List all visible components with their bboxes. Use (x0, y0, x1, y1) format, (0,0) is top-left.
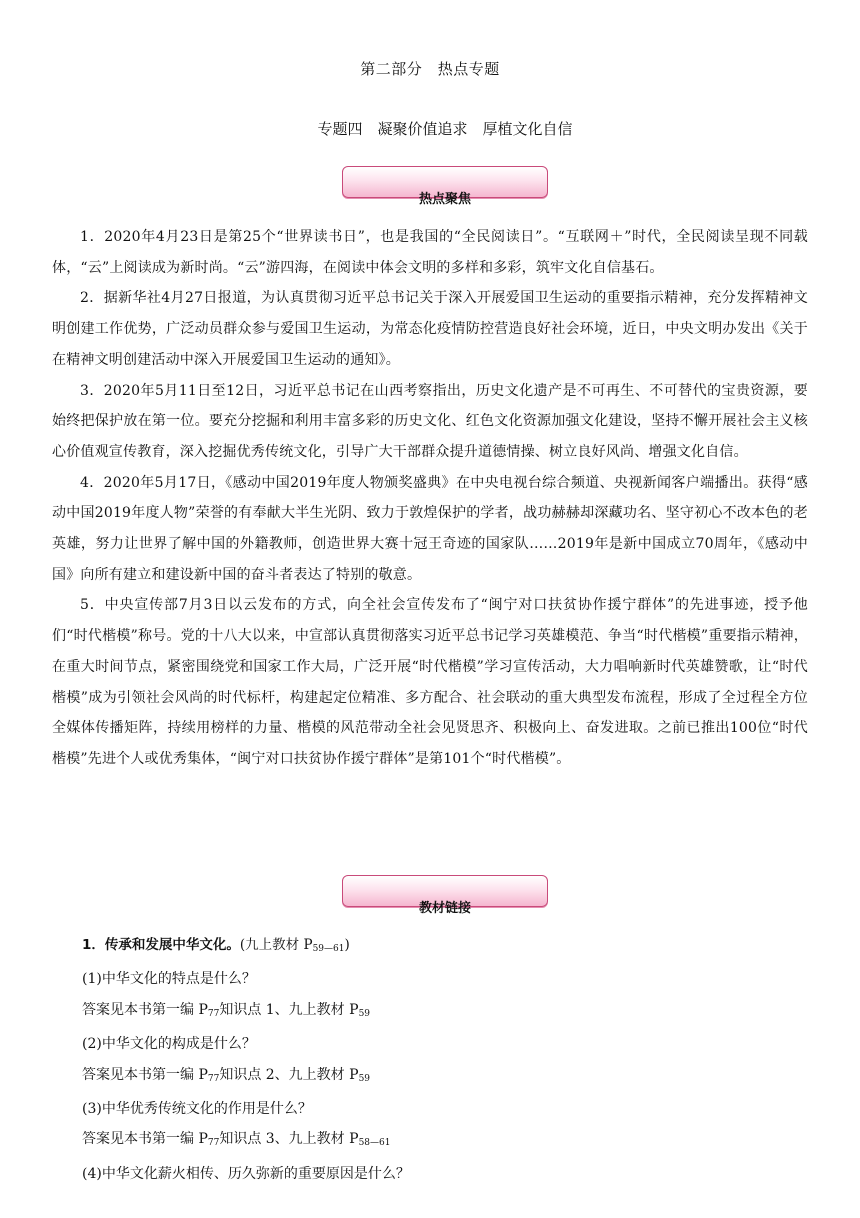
answer-2: 答案见本书第一编 $P_{77}$知识点 2、九上教材 $P_{59}$ (82, 1066, 371, 1084)
textbook-heading (82, 930, 812, 964)
hot-focus-section (52, 222, 808, 775)
answer-1: 答案见本书第一编 $P_{77}$知识点 1、九上教材 $P_{59}$ (82, 1001, 371, 1019)
question-1: (1)中华文化的特点是什么？ (82, 971, 256, 988)
hot-paragraph-5: 5．中央宣传部7月3日以云发布的方式，向全社会宣传发布了“闽宁对口扶贫协作援宁群体”的先进事迹，授予他们“时代楷模”称号。党的十八大以来，中宣部认真贯彻落实习近平总书记学习英雄模范、争当“时代楷模”重要指示精神，在重大时间节点，紧密围绕党和国家工作大局，广泛开展“时代楷模”学习宣传活动，大力唱响新时代英雄赞歌，让“时代楷模”成为引领社会风尚的时代标杆，构建起定位精准、多方配合、社会联动的重大典型发布流程，形成了全过程全方位全媒体传播矩阵，持续用榜样的力量、楷模的风范带动全社会见贤思齐、积极向上、奋发进取。之前已推出100位“时代楷模”先进个人或优秀集体，“闽宁对口扶贫协作援宁群体”是第101个“时代楷模”。 (52, 597, 808, 767)
textbook-links-section (82, 930, 812, 1189)
part-title: 第二部分 热点专题 (360, 60, 500, 78)
textbook-links-banner-label: 教材链接 (418, 901, 471, 916)
hot-paragraph-1: 1．2020年4月23日是第25个“世界读书日”，也是我国的“全民阅读日”。“互联网＋”时代，全民阅读呈现不同载体，“云”上阅读成为新时尚。“云”游四海，在阅读中体会文明的多样和多彩，筑牢文化自信基石。 (52, 229, 808, 276)
question-3: (3)中华优秀传统文化的作用是什么？ (82, 1101, 312, 1118)
question-4: (4)中华文化薪火相传、历久弥新的重要原因是什么？ (82, 1165, 410, 1182)
hot-focus-banner (342, 166, 548, 207)
topic-title: 专题四 凝聚价值追求 厚植文化自信 (317, 120, 573, 138)
question-2: (2)中华文化的构成是什么？ (82, 1036, 256, 1053)
answer-3: 答案见本书第一编 $P_{77}$知识点 3、九上教材 $P_{58—61}$ (82, 1131, 391, 1149)
hot-paragraph-2: 2．据新华社4月27日报道，为认真贯彻习近平总书记关于深入开展爱国卫生运动的重要指示精神，充分发挥精神文明创建工作优势，广泛动员群众参与爱国卫生运动，为常态化疫情防控营造良好社会环境，近日，中央文明办发出《关于在精神文明创建活动中深入开展爱国卫生运动的通知》。 (52, 290, 808, 368)
textbook-heading-ref: (九上教材 $P_{59—61}$) (239, 937, 350, 954)
hot-paragraph-3: 3．2020年5月11日至12日，习近平总书记在山西考察指出，历史文化遗产是不可再生、不可替代的宝贵资源，要始终把保护放在第一位。要充分挖掘和利用丰富多彩的历史文化、红色文化资源加强文化建设，坚持不懈开展社会主义核心价值观宣传教育，深入挖掘优秀传统文化，引导广大干部群众提升道德情操、树立良好风尚、增强文化自信。 (52, 382, 808, 460)
textbook-links-banner (342, 875, 548, 916)
hot-paragraph-4: 4．2020年5月17日，《感动中国2019年度人物颁奖盛典》在中央电视台综合频道、央视新闻客户端播出。获得“感动中国2019年度人物”荣誉的有奉献大半生光阴、致力于敦煌保护的学者，战功赫赫却深藏功名、坚守初心不改本色的老英雄，努力让世界了解中国的外籍教师，创造世界大赛十冠王奇迹的国家队……2019年是新中国成立70周年，《感动中国》向所有建立和建设新中国的奋斗者表达了特别的敬意。 (52, 474, 808, 583)
hot-focus-banner-label: 热点聚焦 (418, 192, 471, 207)
textbook-heading-text: 1．传承和发展中华文化。 (82, 937, 240, 953)
